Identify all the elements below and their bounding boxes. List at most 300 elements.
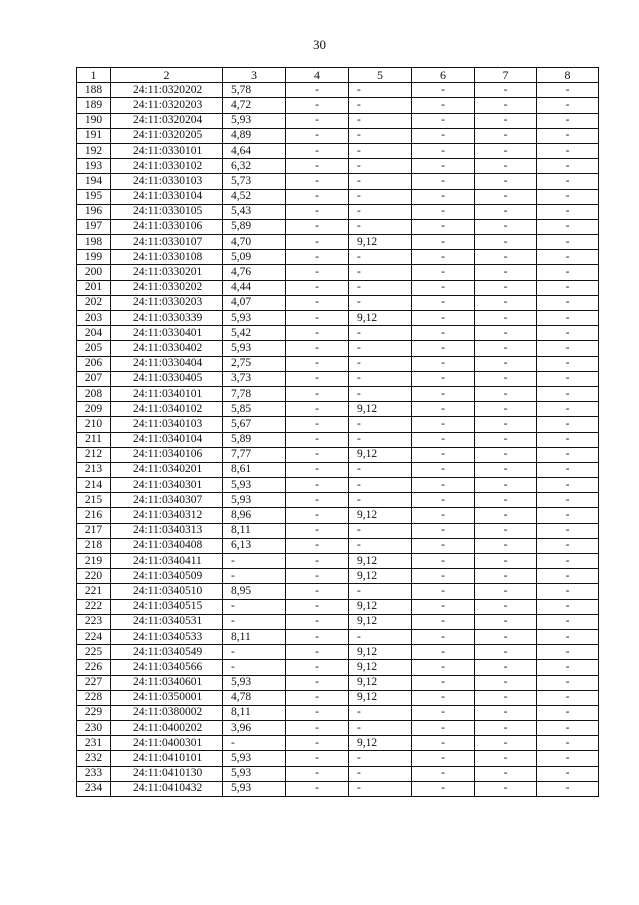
table-cell-col-3: 5,42 [223,326,286,341]
table-row [77,98,599,113]
table-cell-col-6: - [412,554,475,569]
table-cell-col-1: 229 [77,705,111,720]
table-cell-col-8: - [537,98,599,113]
table-row [77,250,599,265]
table-cell-col-2: 24:11:0340104 [111,432,223,447]
table-cell-col-2: 24:11:0330401 [111,326,223,341]
table-row [77,736,599,751]
table-row [77,326,599,341]
table-cell-col-5: 9,12 [349,569,412,584]
table-cell-col-7: - [475,386,537,401]
table-row [77,751,599,766]
table-cell-col-3: 5,93 [223,766,286,781]
table-row [77,371,599,386]
table-cell-col-5: - [349,159,412,174]
table-cell-col-8: - [537,311,599,326]
table-cell-col-8: - [537,599,599,614]
table-cell-col-4: - [286,538,349,553]
table-cell-col-3: 5,93 [223,311,286,326]
table-cell-col-2: 24:11:0340601 [111,675,223,690]
table-cell-col-7: - [475,554,537,569]
column-header-7: 7 [475,68,537,83]
table-cell-col-7: - [475,98,537,113]
table-cell-col-6: - [412,447,475,462]
table-cell-col-5: - [349,478,412,493]
table-cell-col-2: 24:11:0340509 [111,569,223,584]
table-cell-col-5: - [349,371,412,386]
table-cell-col-4: - [286,751,349,766]
table-cell-col-2: 24:11:0320202 [111,83,223,98]
table-cell-col-6: - [412,250,475,265]
table-row [77,614,599,629]
table-cell-col-8: - [537,295,599,310]
table-cell-col-5: - [349,143,412,158]
table-cell-col-3: 5,09 [223,250,286,265]
table-cell-col-8: - [537,402,599,417]
table-cell-col-3: 3,73 [223,371,286,386]
table-cell-col-4: - [286,219,349,234]
table-row [77,554,599,569]
table-cell-col-3: 5,93 [223,751,286,766]
table-cell-col-5: - [349,417,412,432]
table-cell-col-6: - [412,174,475,189]
table-cell-col-2: 24:11:0330105 [111,204,223,219]
table-cell-col-2: 24:11:0340313 [111,523,223,538]
table-cell-col-5: - [349,538,412,553]
table-row [77,295,599,310]
table-cell-col-4: - [286,128,349,143]
table-cell-col-2: 24:11:0340301 [111,478,223,493]
table-cell-col-8: - [537,508,599,523]
table-cell-col-4: - [286,235,349,250]
table-cell-col-6: - [412,721,475,736]
table-cell-col-7: - [475,250,537,265]
table-cell-col-1: 188 [77,83,111,98]
table-cell-col-4: - [286,204,349,219]
table-cell-col-7: - [475,265,537,280]
table-cell-col-2: 24:11:0330203 [111,295,223,310]
table-body [77,83,599,797]
table-cell-col-7: - [475,569,537,584]
table-cell-col-5: - [349,629,412,644]
table-cell-col-1: 231 [77,736,111,751]
table-cell-col-4: - [286,356,349,371]
table-cell-col-2: 24:11:0340515 [111,599,223,614]
table-cell-col-5: 9,12 [349,614,412,629]
table-cell-col-6: - [412,569,475,584]
table-cell-col-7: - [475,462,537,477]
table-cell-col-2: 24:11:0340549 [111,645,223,660]
table-row [77,204,599,219]
table-cell-col-2: 24:11:0340103 [111,417,223,432]
table-cell-col-2: 24:11:0330106 [111,219,223,234]
table-cell-col-3: 4,44 [223,280,286,295]
table-cell-col-3: 5,89 [223,219,286,234]
table-cell-col-2: 24:11:0340510 [111,584,223,599]
table-cell-col-7: - [475,128,537,143]
table-cell-col-4: - [286,569,349,584]
table-cell-col-1: 202 [77,295,111,310]
table-cell-col-3: 2,75 [223,356,286,371]
header-row [77,68,599,83]
table-cell-col-2: 24:11:0340307 [111,493,223,508]
table-cell-col-6: - [412,599,475,614]
table-cell-col-6: - [412,660,475,675]
table-cell-col-3: - [223,599,286,614]
table-cell-col-2: 24:11:0340531 [111,614,223,629]
table-cell-col-4: - [286,736,349,751]
table-cell-col-4: - [286,280,349,295]
table-cell-col-8: - [537,326,599,341]
column-header-1: 1 [77,68,111,83]
table-cell-col-4: - [286,690,349,705]
table-cell-col-8: - [537,584,599,599]
table-cell-col-4: - [286,265,349,280]
table-cell-col-1: 225 [77,645,111,660]
table-cell-col-7: - [475,143,537,158]
table-cell-col-7: - [475,690,537,705]
column-header-5: 5 [349,68,412,83]
table-cell-col-3: - [223,569,286,584]
table-cell-col-3: - [223,614,286,629]
table-cell-col-6: - [412,675,475,690]
table-cell-col-8: - [537,189,599,204]
table-cell-col-1: 217 [77,523,111,538]
table-cell-col-4: - [286,189,349,204]
table-cell-col-6: - [412,113,475,128]
table-cell-col-3: 4,76 [223,265,286,280]
table-cell-col-2: 24:11:0330404 [111,356,223,371]
table-cell-col-2: 24:11:0340106 [111,447,223,462]
table-cell-col-1: 195 [77,189,111,204]
table-cell-col-2: 24:11:0340102 [111,402,223,417]
table-cell-col-2: 24:11:0330201 [111,265,223,280]
table-cell-col-2: 24:11:0330107 [111,235,223,250]
table-cell-col-8: - [537,204,599,219]
table-cell-col-5: - [349,189,412,204]
table-cell-col-4: - [286,554,349,569]
table-cell-col-3: - [223,645,286,660]
table-cell-col-6: - [412,751,475,766]
table-cell-col-4: - [286,174,349,189]
table-cell-col-2: 24:11:0330103 [111,174,223,189]
table-cell-col-5: 9,12 [349,645,412,660]
table-cell-col-4: - [286,629,349,644]
table-row [77,113,599,128]
table-cell-col-2: 24:11:0400301 [111,736,223,751]
table-row [77,781,599,796]
table-cell-col-5: - [349,584,412,599]
table-cell-col-6: - [412,736,475,751]
table-row [77,417,599,432]
table-cell-col-1: 206 [77,356,111,371]
table-cell-col-5: 9,12 [349,554,412,569]
table-cell-col-5: 9,12 [349,599,412,614]
table-cell-col-4: - [286,614,349,629]
table-cell-col-3: 5,93 [223,781,286,796]
table-cell-col-7: - [475,538,537,553]
table-cell-col-8: - [537,265,599,280]
table-cell-col-3: 5,73 [223,174,286,189]
table-cell-col-1: 210 [77,417,111,432]
table-cell-col-8: - [537,614,599,629]
table-cell-col-5: - [349,98,412,113]
table-cell-col-8: - [537,83,599,98]
table-cell-col-8: - [537,128,599,143]
table-cell-col-3: 5,43 [223,204,286,219]
table-cell-col-3: 4,07 [223,295,286,310]
table-cell-col-8: - [537,250,599,265]
table-cell-col-3: 8,11 [223,705,286,720]
table-cell-col-4: - [286,432,349,447]
table-cell-col-3: 4,64 [223,143,286,158]
table-cell-col-1: 232 [77,751,111,766]
table-cell-col-8: - [537,721,599,736]
table-cell-col-7: - [475,417,537,432]
table-cell-col-1: 221 [77,584,111,599]
table-cell-col-1: 215 [77,493,111,508]
table-cell-col-8: - [537,235,599,250]
table-cell-col-5: - [349,781,412,796]
table-cell-col-5: 9,12 [349,736,412,751]
table-row [77,432,599,447]
table-cell-col-6: - [412,280,475,295]
table-cell-col-1: 226 [77,660,111,675]
table-cell-col-8: - [537,174,599,189]
table-row [77,599,599,614]
table-cell-col-5: - [349,432,412,447]
table-cell-col-6: - [412,766,475,781]
table-cell-col-4: - [286,705,349,720]
table-cell-col-2: 24:11:0320204 [111,113,223,128]
table-cell-col-6: - [412,326,475,341]
table-cell-col-5: - [349,766,412,781]
table-cell-col-5: - [349,265,412,280]
table-cell-col-4: - [286,447,349,462]
table-cell-col-1: 234 [77,781,111,796]
table-cell-col-5: 9,12 [349,447,412,462]
table-cell-col-7: - [475,83,537,98]
table-cell-col-7: - [475,356,537,371]
table-cell-col-1: 209 [77,402,111,417]
table-cell-col-6: - [412,508,475,523]
table-cell-col-8: - [537,113,599,128]
data-table [76,67,599,797]
table-cell-col-3: - [223,660,286,675]
table-cell-col-3: 3,96 [223,721,286,736]
table-cell-col-5: - [349,523,412,538]
table-cell-col-8: - [537,417,599,432]
table-cell-col-3: 4,52 [223,189,286,204]
table-cell-col-5: 9,12 [349,675,412,690]
table-row [77,128,599,143]
column-header-4: 4 [286,68,349,83]
column-header-6: 6 [412,68,475,83]
table-cell-col-7: - [475,751,537,766]
table-cell-col-1: 216 [77,508,111,523]
table-cell-col-4: - [286,508,349,523]
table-row [77,660,599,675]
table-cell-col-8: - [537,143,599,158]
table-row [77,219,599,234]
table-cell-col-2: 24:11:0330102 [111,159,223,174]
table-cell-col-8: - [537,675,599,690]
table-row [77,462,599,477]
table-cell-col-6: - [412,371,475,386]
table-cell-col-5: 9,12 [349,690,412,705]
table-cell-col-1: 211 [77,432,111,447]
table-row [77,265,599,280]
table-cell-col-8: - [537,554,599,569]
table-row [77,675,599,690]
table-cell-col-6: - [412,159,475,174]
table-cell-col-1: 192 [77,143,111,158]
table-cell-col-2: 24:11:0410432 [111,781,223,796]
table-row [77,402,599,417]
table-cell-col-4: - [286,417,349,432]
table-cell-col-6: - [412,295,475,310]
table-cell-col-1: 201 [77,280,111,295]
table-row [77,629,599,644]
table-cell-col-5: - [349,113,412,128]
table-cell-col-4: - [286,402,349,417]
table-cell-col-7: - [475,721,537,736]
table-row [77,341,599,356]
table-cell-col-6: - [412,83,475,98]
table-cell-col-7: - [475,311,537,326]
table-cell-col-4: - [286,478,349,493]
table-cell-col-1: 191 [77,128,111,143]
table-cell-col-7: - [475,705,537,720]
table-row [77,766,599,781]
table-cell-col-3: 6,32 [223,159,286,174]
table-cell-col-6: - [412,311,475,326]
column-header-3: 3 [223,68,286,83]
table-cell-col-6: - [412,386,475,401]
table-cell-col-2: 24:11:0330202 [111,280,223,295]
table-cell-col-3: 8,11 [223,629,286,644]
table-cell-col-7: - [475,371,537,386]
table-cell-col-2: 24:11:0340408 [111,538,223,553]
table-cell-col-2: 24:11:0340312 [111,508,223,523]
table-row [77,478,599,493]
table-cell-col-4: - [286,159,349,174]
table-cell-col-3: 5,93 [223,675,286,690]
table-cell-col-7: - [475,402,537,417]
table-cell-col-6: - [412,128,475,143]
table-cell-col-1: 200 [77,265,111,280]
table-cell-col-7: - [475,614,537,629]
table-row [77,280,599,295]
table-cell-col-5: - [349,721,412,736]
table-row [77,189,599,204]
table-cell-col-1: 198 [77,235,111,250]
table-cell-col-6: - [412,235,475,250]
table-row [77,584,599,599]
table-cell-col-7: - [475,584,537,599]
table-row [77,447,599,462]
table-cell-col-3: 7,77 [223,447,286,462]
table-cell-col-5: - [349,462,412,477]
table-cell-col-3: 8,95 [223,584,286,599]
table-cell-col-1: 208 [77,386,111,401]
table-cell-col-1: 203 [77,311,111,326]
table-cell-col-4: - [286,493,349,508]
table-cell-col-8: - [537,538,599,553]
table-row [77,523,599,538]
table-cell-col-6: - [412,523,475,538]
table-cell-col-4: - [286,386,349,401]
table-cell-col-7: - [475,645,537,660]
table-cell-col-7: - [475,766,537,781]
table-cell-col-2: 24:11:0400202 [111,721,223,736]
table-cell-col-4: - [286,143,349,158]
table-cell-col-5: 9,12 [349,660,412,675]
table-cell-col-8: - [537,569,599,584]
table-cell-col-2: 24:11:0340101 [111,386,223,401]
column-header-8: 8 [537,68,599,83]
table-row [77,174,599,189]
table-cell-col-6: - [412,781,475,796]
table-cell-col-6: - [412,493,475,508]
table-cell-col-2: 24:11:0340201 [111,462,223,477]
table-cell-col-2: 24:11:0330402 [111,341,223,356]
table-cell-col-7: - [475,189,537,204]
table-cell-col-4: - [286,721,349,736]
table-cell-col-2: 24:11:0340411 [111,554,223,569]
table-cell-col-3: 8,11 [223,523,286,538]
table-cell-col-5: - [349,219,412,234]
table-cell-col-5: - [349,83,412,98]
table-cell-col-3: 7,78 [223,386,286,401]
table-cell-col-4: - [286,523,349,538]
table-cell-col-8: - [537,751,599,766]
table-cell-col-1: 193 [77,159,111,174]
table-row [77,705,599,720]
table-cell-col-5: - [349,341,412,356]
table-cell-col-6: - [412,705,475,720]
page-number: 30 [313,37,326,52]
table-cell-col-5: - [349,174,412,189]
table-cell-col-7: - [475,341,537,356]
table-cell-col-2: 24:11:0340533 [111,629,223,644]
table-cell-col-1: 196 [77,204,111,219]
table-cell-col-1: 227 [77,675,111,690]
table-cell-col-3: 8,61 [223,462,286,477]
table-cell-col-7: - [475,660,537,675]
table-cell-col-7: - [475,235,537,250]
table-cell-col-8: - [537,705,599,720]
table-cell-col-1: 219 [77,554,111,569]
table-cell-col-6: - [412,584,475,599]
table-cell-col-2: 24:11:0320205 [111,128,223,143]
table-cell-col-6: - [412,204,475,219]
table-cell-col-7: - [475,493,537,508]
table-cell-col-1: 222 [77,599,111,614]
table-cell-col-8: - [537,523,599,538]
table-cell-col-8: - [537,766,599,781]
table-cell-col-2: 24:11:0320203 [111,98,223,113]
table-cell-col-7: - [475,447,537,462]
table-cell-col-6: - [412,143,475,158]
table-cell-col-5: - [349,295,412,310]
table-cell-col-7: - [475,478,537,493]
table-cell-col-4: - [286,781,349,796]
table-cell-col-7: - [475,295,537,310]
table-cell-col-2: 24:11:0330405 [111,371,223,386]
table-row [77,645,599,660]
table-cell-col-7: - [475,326,537,341]
